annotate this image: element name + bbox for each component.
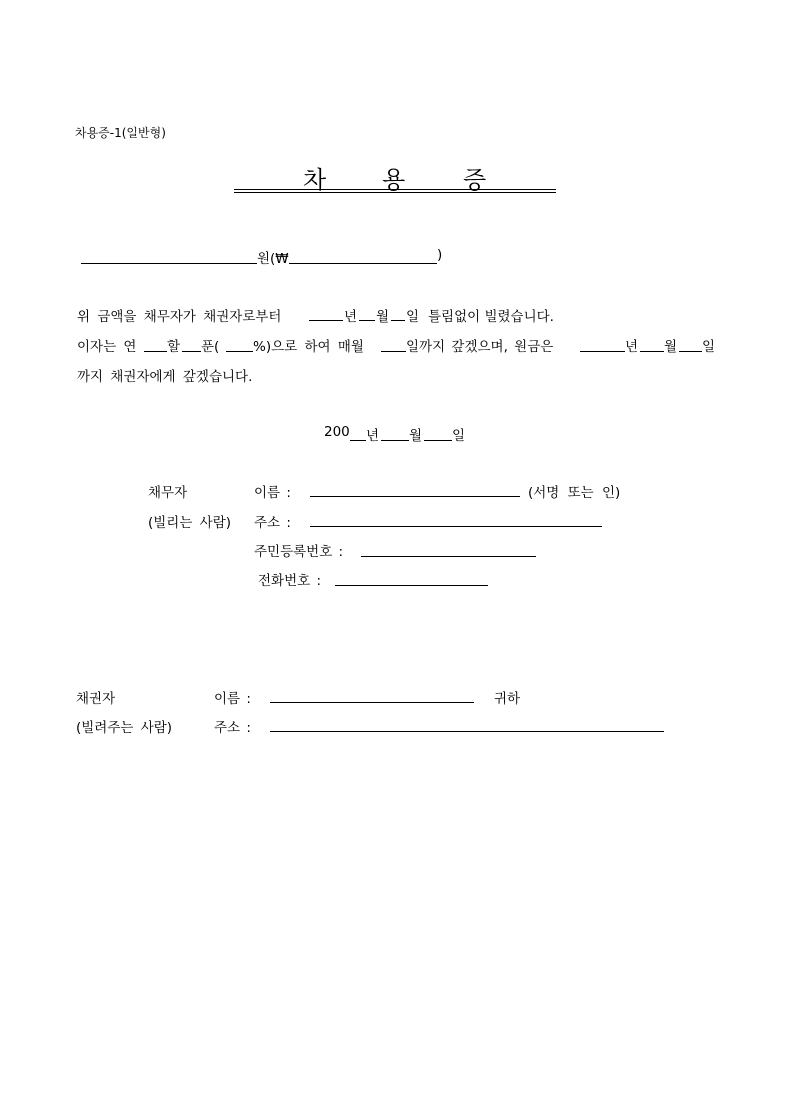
interest-label: 이자는 연 <box>77 339 137 355</box>
debtor-name-label: 이름 : <box>254 485 291 501</box>
date-year-blank[interactable] <box>350 440 366 441</box>
date-month-label: 월 <box>409 428 423 444</box>
creditor-role: 채권자 <box>76 691 116 707</box>
debtor-address-label: 주소 : <box>254 515 291 531</box>
date-year-prefix: 200 <box>324 424 350 440</box>
debtor-phone-label: 전화번호 : <box>258 573 322 589</box>
debtor-id-label: 주민등록번호 : <box>254 544 344 560</box>
interest-hal-blank[interactable] <box>144 351 167 352</box>
interest-pun-blank[interactable] <box>182 351 201 352</box>
amount-won-label: 원(₩ <box>257 251 289 267</box>
borrow-year-blank[interactable] <box>309 320 343 321</box>
borrow-month-label: 월 <box>376 309 390 325</box>
date-month-blank[interactable] <box>381 440 409 441</box>
creditor-address-label: 주소 : <box>214 720 251 736</box>
body-line1-text: 위 금액을 채무자가 채권자로부터 <box>77 309 282 325</box>
creditor-honorific: 귀하 <box>494 691 521 707</box>
debtor-sign-note: (서명 또는 인) <box>528 485 621 501</box>
principal-day-blank[interactable] <box>679 351 702 352</box>
borrow-year-label: 년 <box>344 309 358 325</box>
creditor-role-desc: (빌려주는 사람) <box>76 720 173 736</box>
monthly-day-label: 일까지 갚겠으며, 원금은 <box>406 339 554 355</box>
body-line1-end: 틀림없이 빌렸습니다. <box>428 309 554 325</box>
borrow-month-blank[interactable] <box>359 320 375 321</box>
title-char-1: 차 <box>303 166 327 194</box>
principal-day-label: 일 <box>702 339 716 355</box>
debtor-role: 채무자 <box>148 485 188 501</box>
principal-month-blank[interactable] <box>640 351 664 352</box>
borrow-day-label: 일 <box>406 309 420 325</box>
creditor-name-field[interactable] <box>270 702 474 703</box>
borrow-day-blank[interactable] <box>391 320 405 321</box>
principal-year-blank[interactable] <box>580 351 625 352</box>
creditor-name-label: 이름 : <box>214 691 251 707</box>
date-day-blank[interactable] <box>424 440 452 441</box>
creditor-address-field[interactable] <box>270 731 664 732</box>
amount-close-paren: ) <box>437 247 443 263</box>
amount-number-blank[interactable] <box>289 263 437 264</box>
debtor-role-desc: (빌리는 사람) <box>148 515 232 531</box>
title-char-3: 증 <box>463 166 487 194</box>
monthly-day-blank[interactable] <box>381 351 406 352</box>
interest-hal-label: 할 <box>167 339 181 355</box>
title-double-underline <box>234 189 556 193</box>
debtor-phone-field[interactable] <box>335 585 488 586</box>
interest-percent-blank[interactable] <box>226 351 253 352</box>
debtor-address-field[interactable] <box>310 526 602 527</box>
debtor-id-field[interactable] <box>361 556 536 557</box>
amount-korean-blank[interactable] <box>81 263 257 264</box>
interest-pun-label: 푼( <box>201 339 220 355</box>
interest-percent-label: %)으로 하여 매월 <box>253 339 364 355</box>
body-line-3: 까지 채권자에게 갚겠습니다. <box>77 369 253 385</box>
form-code: 차용증-1(일반형) <box>75 126 166 140</box>
date-day-label: 일 <box>452 428 466 444</box>
principal-month-label: 월 <box>664 339 678 355</box>
title-char-2: 용 <box>382 166 406 194</box>
principal-year-label: 년 <box>625 339 639 355</box>
debtor-name-field[interactable] <box>310 496 520 497</box>
date-year-label: 년 <box>366 428 380 444</box>
